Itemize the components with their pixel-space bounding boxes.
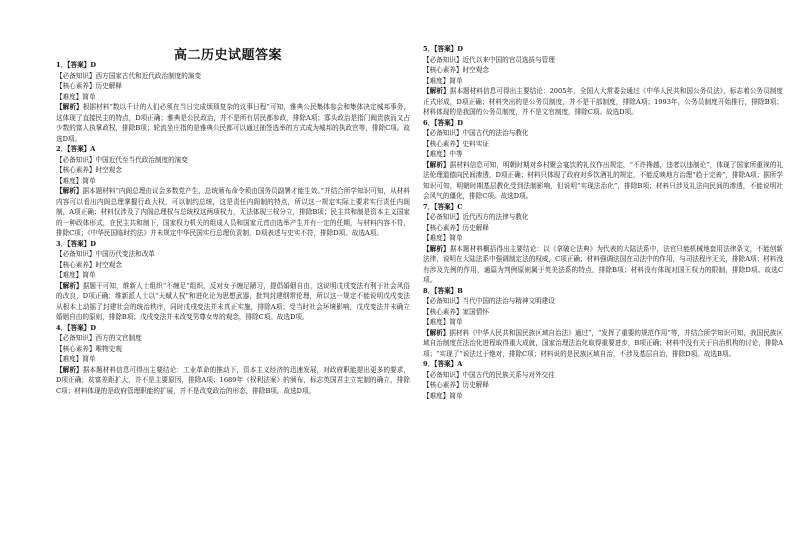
knowledge-line: 【必备知识】中国古代的法治与教化 <box>423 129 529 137</box>
literacy-line: 【核心素养】时空观念 <box>56 260 122 269</box>
explanation <box>56 102 410 144</box>
explanation-tag: 【解析】 <box>423 328 450 337</box>
difficulty-line: 【难度】简单 <box>423 76 463 85</box>
answer-line <box>423 44 783 55</box>
explanation-tag: 【解析】 <box>56 187 83 195</box>
knowledge-line: 【必备知识】近代以来中国的官员选拔与管理 <box>423 55 555 64</box>
knowledge-line: 【必备知识】中国近代至当代政治制度的演变 <box>56 155 188 164</box>
explanation-text: 据本题材料“内阁总理由议会多数党产生，总统颁布命令须由国务员副署才能生效。”并结合所学知识可知，从材料内容可以看出内阁总理掌握行政大权，可以制约总统，这是责任内阁制的特点，所以这一规定实际上要求实行责任内阁制，A项正确；材料仅涉及了内阁总理权与总统权这两项权力，无法体现三权分立，排除B项；民主共和制是资本主义国家的一种政体形式，在民主共和制下，国家权力机关的组成人员和国家元首由选举产生并有一定的任期，与材料内容不符，排除C项；《中华民国临时约法》并未规定中华民国实行总理负责制，D项表述与史实不符，排除D项。故选A项。 <box>56 187 411 237</box>
page-title: 高二历史试题答案 <box>174 48 283 63</box>
literacy-line: 【核心素养】家国情怀 <box>423 307 489 316</box>
question-number: 1． <box>56 61 68 69</box>
knowledge-line: 【必备知识】中国历代变法和改革 <box>56 250 155 258</box>
answer-line <box>56 144 410 155</box>
answer-line <box>423 286 783 297</box>
knowledge-line: 【必备知识】西方的文官制度 <box>56 334 142 342</box>
answer-line <box>423 202 783 213</box>
explanation <box>423 86 783 118</box>
explanation-text: 根据材料“数以千计的人们必须在当日完成烦琐复杂的议事日程”可知，雅典公民集体参会和集体决定城邦事务，这体现了直接民主的特点，D项正确；雅典是公民政治，并不是所有居民都参政，排除A项；寡头政治是指门阀贵族而又占少数的富人执掌政权，排除B项；轮流坐庄指的是雅典公民都可以通过抽签选举的方式成为城邦的执政官等，排除C项。故选D项。 <box>56 103 411 143</box>
answer-value: 【答案】C <box>434 202 463 211</box>
literacy-line: 【核心素养】时空观念 <box>56 166 122 174</box>
explanation-text: 据材料信息可知，明朝时期对乡村聚会宴饮的礼仪作出规定，“不许搀越，违者以违制论”，体现了国家所重视的礼法伦理道德向民间渗透，D项正确；材料只体现了政府对乡饮酒礼的规定，不能反映地方治理“趋于完善”，排除A项；据所学知识可知，明朝时期基层教化受到法制影响，但说明“实现法治化”，排除B项；材料只涉及礼法向民间的渗透，不能说明社会风气的僵化，排除C项。故选D项。 <box>423 160 783 200</box>
question-number: 6． <box>423 118 435 127</box>
question-block <box>423 286 783 360</box>
answer-line <box>56 239 410 250</box>
answer-line <box>56 60 410 71</box>
question-block <box>56 60 410 144</box>
difficulty-line: 【难度】简单 <box>56 176 96 185</box>
question-block <box>56 239 410 323</box>
question-block <box>423 118 783 202</box>
literacy-line: 【核心素养】历史解释 <box>423 223 489 232</box>
literacy-line: 【核心素养】唯物史观 <box>56 344 122 353</box>
answer-value: 【答案】D <box>67 323 96 332</box>
answer-value: 【答案】B <box>434 286 463 295</box>
question-number: 5． <box>423 45 435 53</box>
question-number: 8． <box>423 286 435 295</box>
explanation <box>423 160 783 202</box>
question-number: 4． <box>56 323 68 332</box>
answer-value: 【答案】D <box>67 239 96 248</box>
difficulty-line: 【难度】简单 <box>56 92 96 101</box>
question-block <box>56 144 410 239</box>
explanation-tag: 【解析】 <box>423 244 450 253</box>
explanation-tag: 【解析】 <box>423 87 450 95</box>
right-column <box>423 44 783 401</box>
answer-value: 【答案】D <box>67 61 96 69</box>
explanation <box>56 281 410 323</box>
difficulty-line: 【难度】简单 <box>423 318 463 326</box>
question-number: 2． <box>56 145 68 153</box>
explanation-text: 据本题材料概括得出主要结论：以《拿破仑法典》为代表的大陆法系中，法官只能机械地套用法律条文，不能创新法律，说明在大陆法系中强调制定法的权威，C项正确；材料强调法国在司法中的作用，与司法程序无关，排除A项；材料没有涉及先例的作用，通篇为判例原则属于英美法系的特点，排除B项；材料没有体现对国王权力的限制，排除D项。故选C项。 <box>423 244 784 284</box>
knowledge-line: 【必备知识】中国古代的民族关系与对外交往 <box>423 370 555 379</box>
difficulty-line: 【难度】简单 <box>423 234 463 242</box>
explanation-text: 据材料《中华人民共和国民族区域自治法》通过”，“发挥了重要的规范作用”等，并结合所学知识可知，我国民族区域自治制度在法治化进程取得重大成就，国家治理法治化取得重要进步，B项正确；材料中没有关于自治机构的讨论，排除A项；“实现了”说法过于绝对，排除C项；材料说的是民族区域自治，不涉及基层自治，排除D项。故选B项。 <box>423 328 783 358</box>
question-block <box>56 323 410 397</box>
explanation-tag: 【解析】 <box>423 160 450 169</box>
answer-line <box>423 118 783 129</box>
explanation-tag: 【解析】 <box>56 365 83 374</box>
explanation <box>56 186 410 239</box>
literacy-line: 【核心素养】史料实证 <box>423 139 489 148</box>
explanation-tag: 【解析】 <box>56 281 83 290</box>
difficulty-line: 【难度】中等 <box>423 150 463 158</box>
question-number: 7． <box>423 202 435 211</box>
question-number: 3． <box>56 239 68 248</box>
answer-value: 【答案】D <box>434 118 463 127</box>
difficulty-line: 【难度】简单 <box>423 391 463 400</box>
difficulty-line: 【难度】简单 <box>56 271 96 279</box>
question-number: 9． <box>423 360 435 368</box>
left-column <box>56 38 410 396</box>
explanation <box>56 365 410 397</box>
explanation-tag: 【解析】 <box>56 103 83 111</box>
knowledge-line: 【必备知识】近代西方的法律与教化 <box>423 213 529 221</box>
knowledge-line: 【必备知识】西方国家古代和近代政治制度的演变 <box>56 71 202 80</box>
explanation <box>423 244 783 286</box>
answer-value: 【答案】D <box>434 45 463 53</box>
question-block <box>423 359 783 401</box>
explanation-text: 据题干可知，维新人士组织“不缠足”组织，反对女子缠足陋习，提倡婚姻自由，这说明戊戌变法有利于社会风俗的改良，D项正确；维新派人士以“天赋人权”和进化论为思想武器，批判封建纲常伦理，所以这一规定不能说明戊戌变法从根本上动摇了封建社会的统治秩序，同时戊戌变法并未真正实施，排除A项；受当时社会环境影响，戊戌变法并未确立婚姻自由的原则，排除B项；戊戌变法并未改变男尊女卑的观念，排除C项。故选D项。 <box>56 281 411 321</box>
answer-line <box>423 359 783 370</box>
explanation <box>423 328 783 360</box>
explanation-text: 据本题材料信息可得出主要结论：2005年，全国人大常委会通过《中华人民共和国公务员法》，标志着公务员制度正式形成，D项正确；材料突出的是公务员制度，并不是干部制度，排除A项；1993年，公务员制度开始推行，排除B项；材料体现的是我国的公务员制度，并不是文官制度，排除C项。故选D项。 <box>423 87 783 116</box>
literacy-line: 【核心素养】时空观念 <box>423 66 489 74</box>
answer-value: 【答案】A <box>434 360 463 368</box>
question-block <box>423 202 783 286</box>
explanation-text: 据本题材料信息可得出主要结论：工业革命的推动下，资本主义经济的迅速发展，对政府职能提出更多的要求，D项正确；贫富差距扩大，并不是主要原因，排除A项；1689年《权利法案》的颁布，标志英国君主立宪制的确立，排除C项；材料体现的是政府管理职能的扩展，并不是改变政治的形态，排除B项。故选D项。 <box>56 365 411 395</box>
answer-value: 【答案】A <box>67 145 96 153</box>
literacy-line: 【核心素养】历史解释 <box>56 82 122 90</box>
answer-line <box>56 323 410 334</box>
difficulty-line: 【难度】简单 <box>56 355 96 363</box>
question-block <box>423 44 783 118</box>
literacy-line: 【核心素养】历史解释 <box>423 381 489 389</box>
knowledge-line: 【必备知识】当代中国的法治与精神文明建设 <box>423 297 555 305</box>
